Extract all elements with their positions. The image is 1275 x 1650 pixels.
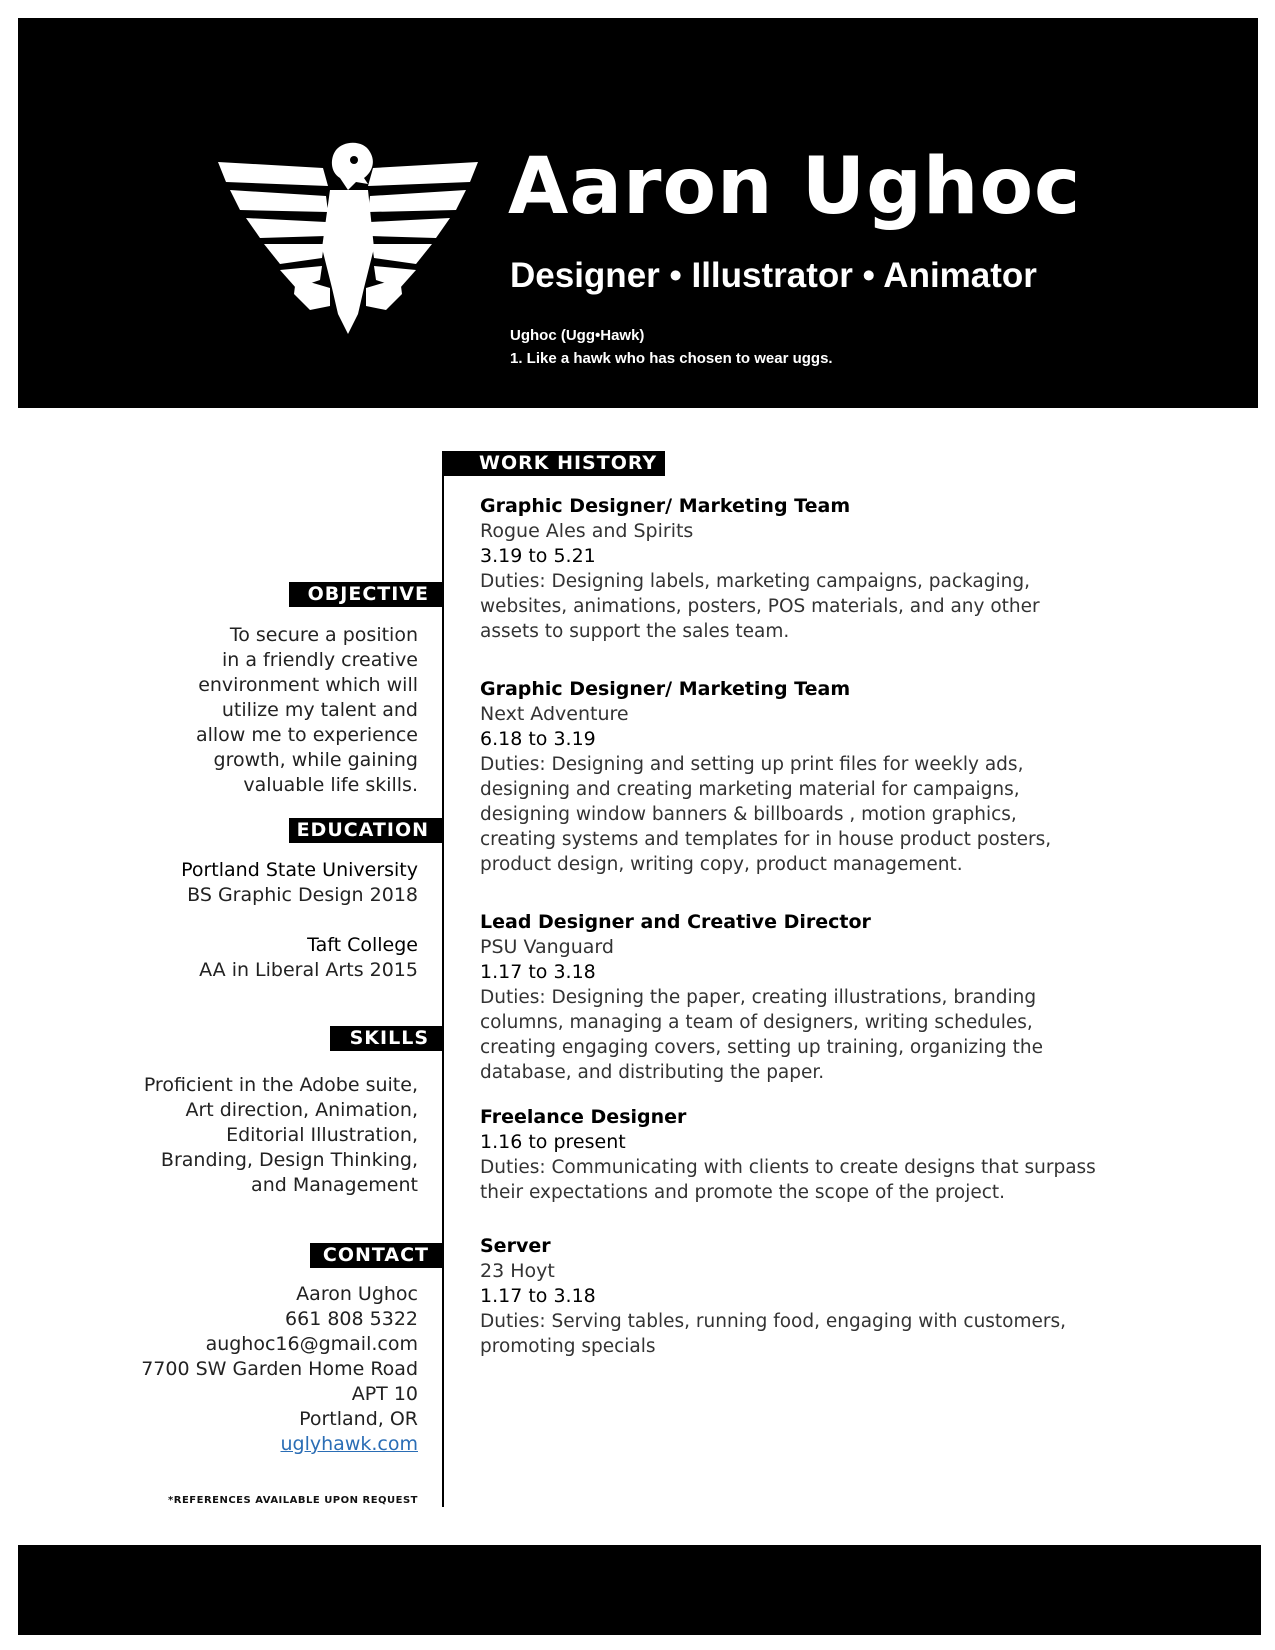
section-label-contact: CONTACT bbox=[310, 1243, 443, 1268]
education-entry bbox=[199, 933, 418, 983]
job-duties bbox=[480, 569, 1120, 644]
skills-text bbox=[144, 1073, 418, 1198]
job-dates: 3.19 to 5.21 bbox=[480, 545, 596, 567]
objective-line: environment which will bbox=[198, 674, 418, 696]
job-organization: Next Adventure bbox=[480, 703, 629, 725]
degree: BS Graphic Design 2018 bbox=[187, 884, 418, 906]
skills-line: Branding, Design Thinking, bbox=[160, 1149, 418, 1171]
duties-line: websites, animations, posters, POS materials, and any other bbox=[480, 596, 1040, 617]
duties-line: database, and distributing the paper. bbox=[480, 1062, 825, 1083]
job-dates: 1.17 to 3.18 bbox=[480, 1285, 596, 1307]
definition-term: Ughoc (Ugg•Hawk) bbox=[510, 327, 645, 344]
objective-line: growth, while gaining bbox=[213, 749, 418, 771]
skills-line: and Management bbox=[251, 1174, 418, 1196]
duties-line: Duties: Communicating with clients to create designs that surpass bbox=[480, 1157, 1096, 1178]
duties-line: Duties: Serving tables, running food, engaging with customers, bbox=[480, 1311, 1067, 1332]
job-organization: Rogue Ales and Spirits bbox=[480, 520, 694, 542]
references-note: *REFERENCES AVAILABLE UPON REQUEST bbox=[168, 1495, 418, 1506]
section-label-education: EDUCATION bbox=[289, 818, 443, 843]
duties-line: their expectations and promote the scope of the project. bbox=[480, 1182, 1006, 1203]
contact-email[interactable]: aughoc16@gmail.com bbox=[205, 1333, 418, 1355]
applicant-name: Aaron Ughoc bbox=[508, 142, 1082, 232]
objective-line: allow me to experience bbox=[195, 724, 418, 746]
job-title: Server bbox=[480, 1235, 551, 1257]
definition-text: 1. Like a hawk who has chosen to wear uggs. bbox=[510, 350, 833, 367]
objective-text bbox=[196, 623, 418, 798]
section-label-work-history: WORK HISTORY bbox=[442, 451, 665, 476]
duties-line: creating engaging covers, setting up training, organizing the bbox=[480, 1037, 1043, 1058]
website-link[interactable]: uglyhawk.com bbox=[280, 1433, 418, 1455]
job-dates: 1.16 to present bbox=[480, 1131, 626, 1153]
education-entry bbox=[181, 858, 418, 908]
school-name: Portland State University bbox=[181, 859, 418, 881]
duties-line: designing and creating marketing material for campaigns, bbox=[480, 779, 1020, 800]
job-dates: 1.17 to 3.18 bbox=[480, 961, 596, 983]
duties-line: product design, writing copy, product management. bbox=[480, 854, 963, 875]
duties-line: columns, managing a team of designers, writing schedules, bbox=[480, 1012, 1033, 1033]
job-entry bbox=[480, 909, 1120, 1085]
section-label-skills: SKILLS bbox=[330, 1026, 443, 1051]
section-label-objective: OBJECTIVE bbox=[289, 582, 443, 607]
duties-line: creating systems and templates for in house product posters, bbox=[480, 829, 1052, 850]
contact-phone: 661 808 5322 bbox=[285, 1308, 418, 1330]
skills-line: Proficient in the Adobe suite, bbox=[143, 1074, 418, 1096]
job-title: Freelance Designer bbox=[480, 1106, 687, 1128]
skills-line: Editorial Illustration, bbox=[226, 1124, 418, 1146]
objective-line: in a friendly creative bbox=[221, 649, 418, 671]
job-duties bbox=[480, 752, 1120, 877]
tagline: Designer • Illustrator • Animator bbox=[510, 256, 1037, 295]
duties-line: designing window banners & billboards , motion graphics, bbox=[480, 804, 1017, 825]
job-organization: 23 Hoyt bbox=[480, 1260, 555, 1282]
job-entry bbox=[480, 676, 1120, 877]
job-dates: 6.18 to 3.19 bbox=[480, 728, 596, 750]
header-banner bbox=[18, 18, 1258, 408]
job-duties bbox=[480, 1309, 1120, 1359]
contact-address-line2: APT 10 bbox=[351, 1383, 418, 1405]
school-name: Taft College bbox=[307, 934, 418, 956]
duties-line: Duties: Designing and setting up print files for weekly ads, bbox=[480, 754, 1024, 775]
objective-line: valuable life skills. bbox=[243, 774, 418, 796]
footer-bar bbox=[18, 1545, 1261, 1635]
contact-info bbox=[141, 1282, 418, 1457]
job-duties bbox=[480, 1155, 1120, 1205]
contact-address-line1: 7700 SW Garden Home Road bbox=[141, 1358, 418, 1380]
eagle-icon bbox=[218, 138, 478, 338]
degree: AA in Liberal Arts 2015 bbox=[199, 959, 418, 981]
job-duties bbox=[480, 985, 1120, 1085]
job-entry bbox=[480, 1233, 1120, 1359]
contact-name: Aaron Ughoc bbox=[296, 1283, 418, 1305]
job-entry bbox=[480, 493, 1120, 644]
job-organization: PSU Vanguard bbox=[480, 936, 614, 958]
duties-line: assets to support the sales team. bbox=[480, 621, 790, 642]
job-title: Graphic Designer/ Marketing Team bbox=[480, 495, 851, 517]
objective-line: To secure a position bbox=[229, 624, 418, 646]
contact-city: Portland, OR bbox=[299, 1408, 418, 1430]
objective-line: utilize my talent and bbox=[221, 699, 418, 721]
duties-line: Duties: Designing labels, marketing campaigns, packaging, bbox=[480, 571, 1030, 592]
duties-line: Duties: Designing the paper, creating illustrations, branding bbox=[480, 987, 1037, 1008]
job-title: Lead Designer and Creative Director bbox=[480, 911, 871, 933]
job-title: Graphic Designer/ Marketing Team bbox=[480, 678, 851, 700]
column-divider bbox=[442, 452, 444, 1507]
skills-line: Art direction, Animation, bbox=[185, 1099, 418, 1121]
duties-line: promoting specials bbox=[480, 1336, 656, 1357]
name-definition bbox=[510, 324, 833, 370]
job-entry bbox=[480, 1104, 1120, 1205]
